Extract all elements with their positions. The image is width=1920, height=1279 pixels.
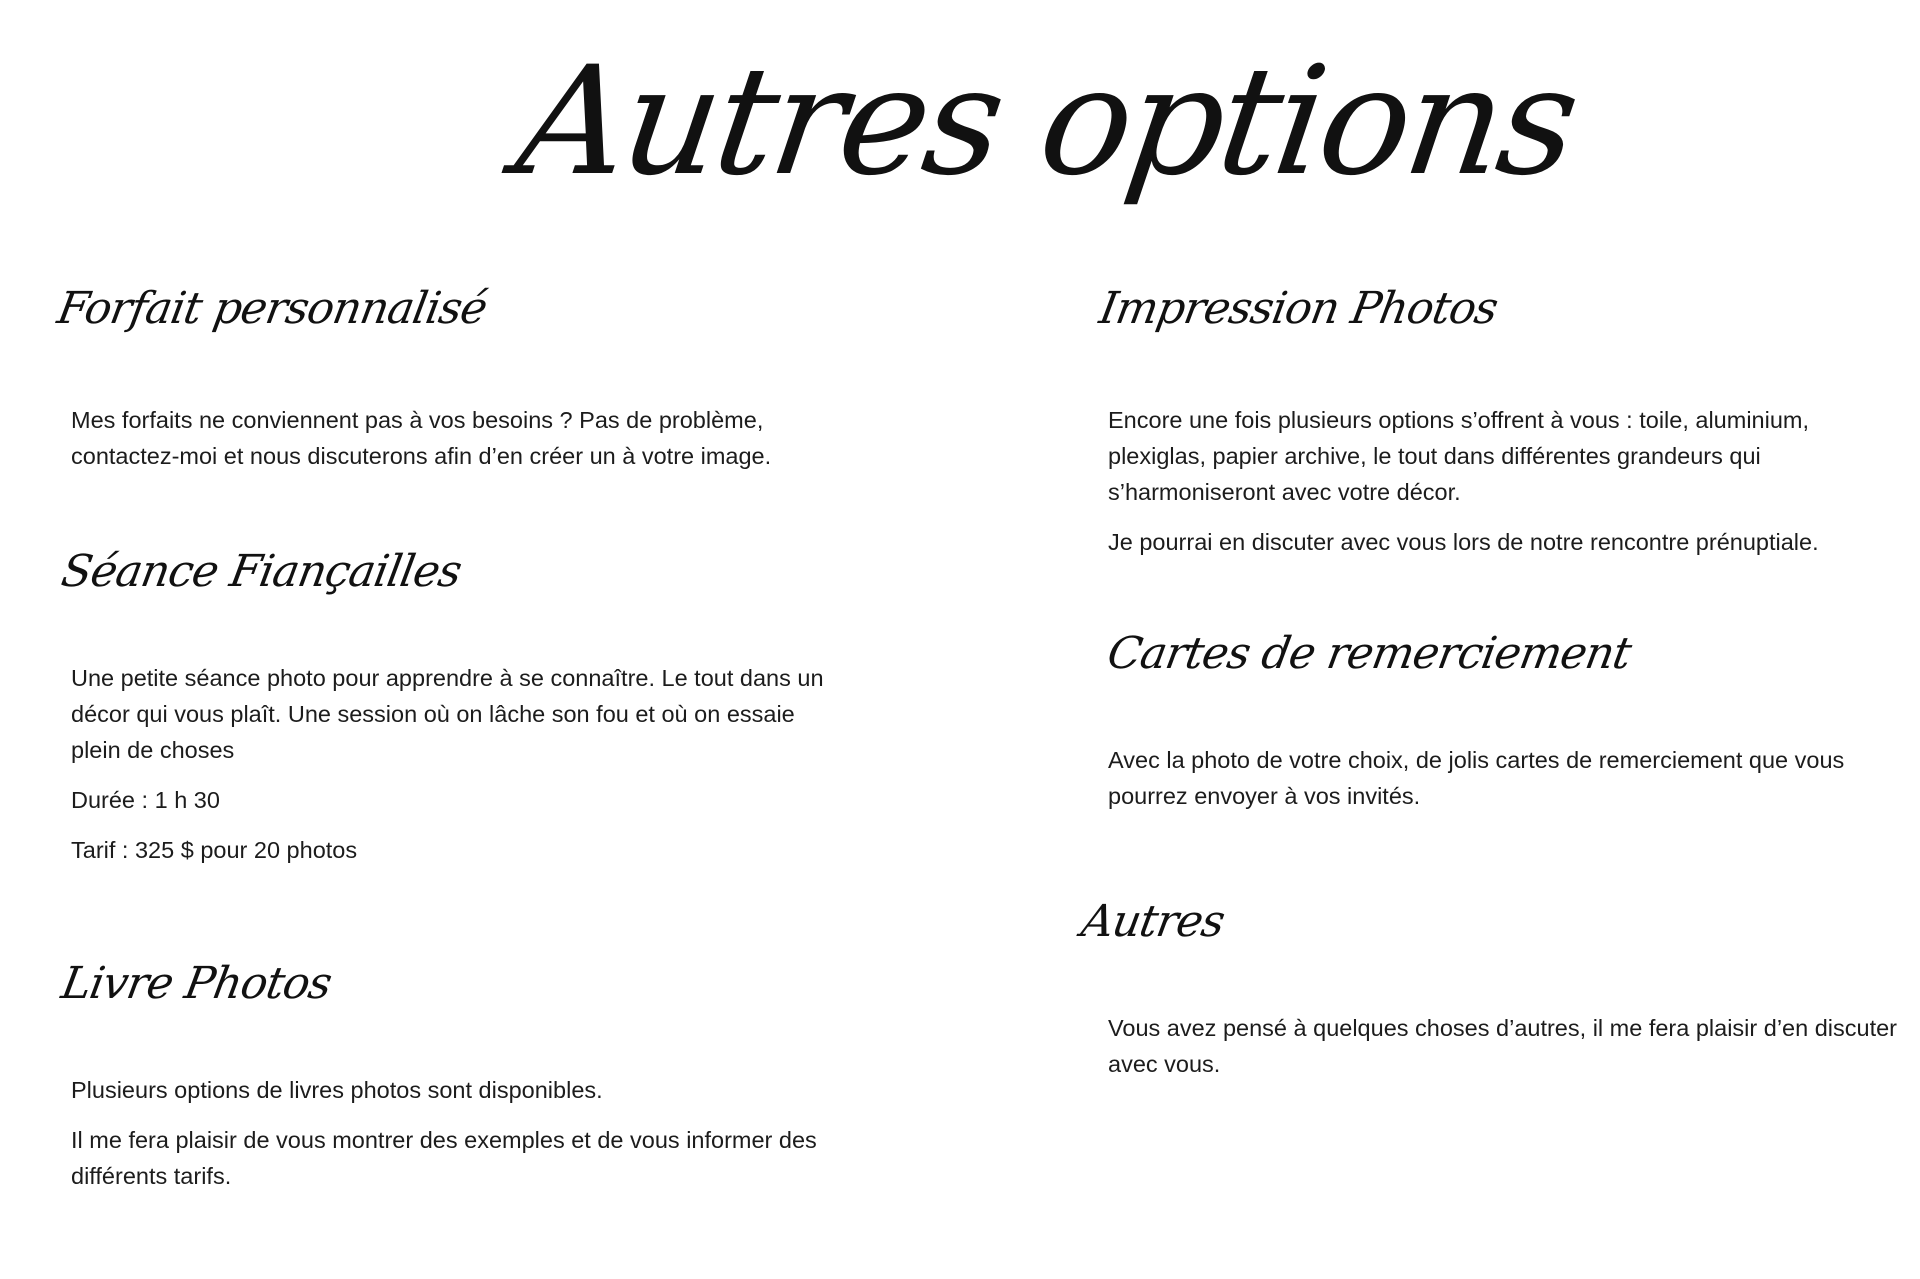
section-body-seance: [71, 660, 831, 882]
paragraph: Mes forfaits ne conviennent pas à vos besoins ? Pas de problème, contactez-moi et nous discuterons afin d’en créer un à votre image.: [71, 407, 772, 469]
page-title: Autres options: [507, 35, 1586, 209]
section-body-livre: [71, 1072, 871, 1208]
section-title-seance: Séance Fiançailles: [57, 546, 465, 597]
section-title-autres: Autres: [1077, 896, 1229, 947]
paragraph: Je pourrai en discuter avec vous lors de notre rencontre prénuptiale.: [1108, 529, 1819, 555]
section-title-cartes: Cartes de remerciement: [1103, 628, 1635, 679]
paragraph: Vous avez pensé à quelques choses d’autres, il me fera plaisir d’en discuter avec vous.: [1108, 1015, 1898, 1077]
section-title-impression: Impression Photos: [1095, 283, 1502, 334]
section-body-autres: [1108, 1010, 1908, 1096]
section-title-forfait: Forfait personnalisé: [53, 283, 491, 334]
section-body-impression: [1108, 402, 1908, 574]
section-body-cartes: [1108, 742, 1908, 828]
section-title-livre: Livre Photos: [57, 958, 336, 1009]
paragraph: Une petite séance photo pour apprendre à se connaître. Le tout dans un décor qui vous plaît. Une session où on lâche son fou et où on essaie plein de choses: [71, 665, 824, 763]
paragraph-duration: Durée : 1 h 30: [71, 787, 220, 813]
paragraph: Avec la photo de votre choix, de jolis cartes de remerciement que vous pourrez envoyer à vos invités.: [1108, 747, 1845, 809]
paragraph: Il me fera plaisir de vous montrer des exemples et de vous informer des différents tarifs.: [71, 1127, 817, 1189]
section-body-forfait: [71, 402, 871, 488]
paragraph: Plusieurs options de livres photos sont disponibles.: [71, 1077, 603, 1103]
paragraph: Encore une fois plusieurs options s’offrent à vous : toile, aluminium, plexiglas, papier archive, le tout dans différentes grandeurs qui s’harmoniseront avec votre décor.: [1108, 407, 1810, 505]
paragraph-price: Tarif : 325 $ pour 20 photos: [71, 837, 358, 863]
